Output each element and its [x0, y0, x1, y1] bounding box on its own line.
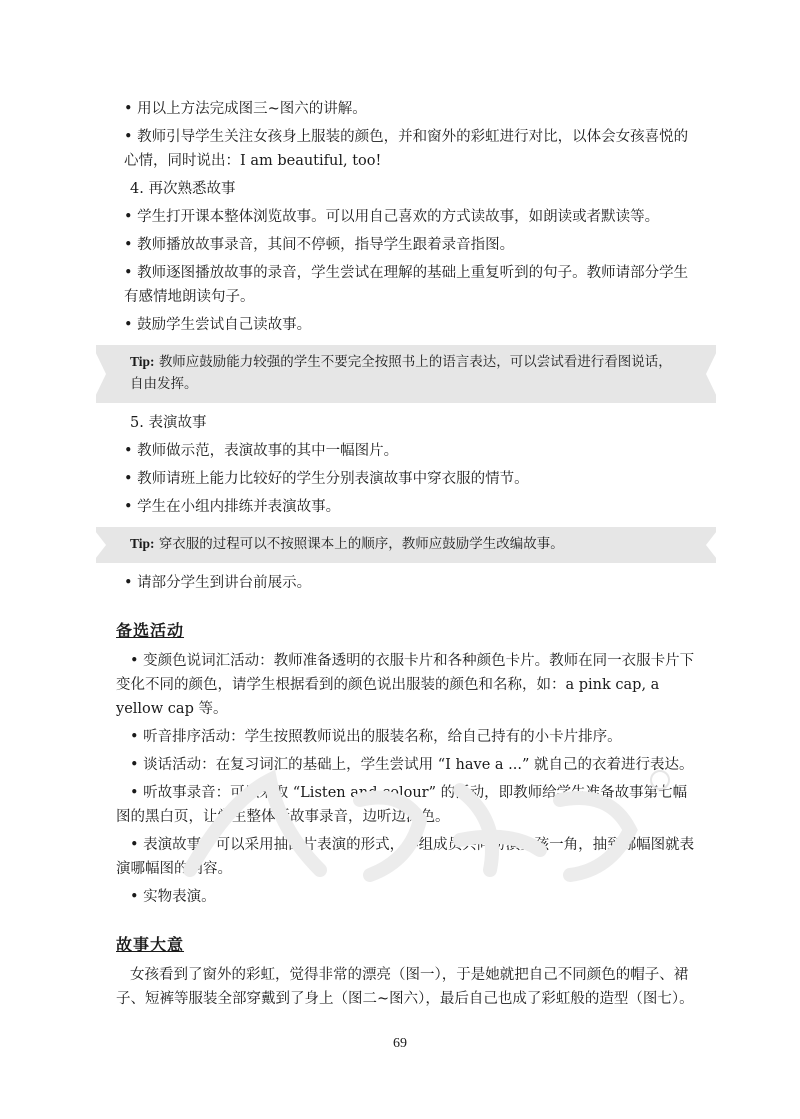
- section-title-5: 5. 表演故事: [130, 415, 207, 431]
- bullet-line: • 学生打开课本整体浏览故事。可以用自己喜欢的方式读故事，如朗读或者默读等。: [124, 209, 660, 225]
- story-summary-text: 女孩看到了窗外的彩虹，觉得非常的漂亮（图一），于是她就把自己不同颜色的帽子、裙子、短裤等服装全部穿戴到了身上（图二~图六），最后自己也成了彩虹般的造型（图七）。: [116, 967, 694, 1007]
- tip-label: Tip:: [130, 354, 155, 369]
- bullet-line: • 学生在小组内排练并表演故事。: [124, 499, 341, 515]
- alt-item: • 变颜色说词汇活动：教师准备透明的衣服卡片和各种颜色卡片。教师在同一衣服卡片下变化不同的颜色，请学生根据看到的颜色说出服装的颜色和名称，如：a pink cap, a yellow cap 等。: [116, 653, 695, 717]
- bullet-line: • 请部分学生到讲台前展示。: [124, 575, 312, 591]
- bullet-line: • 教师逐图播放故事的录音，学生尝试在理解的基础上重复听到的句子。教师请部分学生有感情地朗读句子。: [124, 265, 689, 305]
- alt-activities-heading: 备选活动: [116, 621, 185, 640]
- tip-text: 教师应鼓励能力较强的学生不要完全按照书上的语言表达，可以尝试看进行看图说话，自由发挥。: [130, 354, 672, 392]
- tip-box: [96, 345, 716, 403]
- alt-item: • 表演故事：可以采用抽图片表演的形式，小组成员共同扮演女孩一角，抽到哪幅图就表演哪幅图的内容。: [116, 837, 695, 877]
- bullet-line: • 教师播放故事录音，其间不停顿，指导学生跟着录音指图。: [124, 237, 515, 253]
- alt-item: • 听故事录音：可以采取 “Listen and colour” 的活动，即教师给学生准备故事第七幅图的黑白页，让学生整体听故事录音，边听边涂色。: [116, 785, 688, 825]
- bullet-line: • 教师请班上能力比较好的学生分别表演故事中穿衣服的情节。: [124, 471, 529, 487]
- alt-item: • 谈话活动：在复习词汇的基础上，学生尝试用 “I have a ...” 就自己的衣着进行表达。: [130, 757, 694, 773]
- tip-label: Tip:: [130, 536, 155, 551]
- section-title-4: 4. 再次熟悉故事: [130, 181, 236, 197]
- bullet-line: • 教师做示范，表演故事的其中一幅图片。: [124, 443, 399, 459]
- tip-box: [96, 527, 716, 563]
- page-content: [116, 97, 696, 1015]
- alt-item: • 听音排序活动：学生按照教师说出的服装名称，给自己持有的小卡片排序。: [130, 729, 622, 745]
- tip-text: 穿衣服的过程可以不按照课本上的顺序，教师应鼓励学生改编故事。: [158, 536, 564, 552]
- bullet-line: • 鼓励学生尝试自己读故事。: [124, 317, 312, 333]
- bullet-line: • 教师引导学生关注女孩身上服装的颜色，并和窗外的彩虹进行对比，以体会女孩喜悦的心情，同时说出：I am beautiful, too!: [124, 129, 689, 169]
- bullet-line: • 用以上方法完成图三~图六的讲解。: [124, 101, 367, 117]
- page-number: 69: [393, 1036, 407, 1051]
- alt-item: • 实物表演。: [130, 889, 216, 905]
- story-summary-heading: 故事大意: [116, 935, 185, 954]
